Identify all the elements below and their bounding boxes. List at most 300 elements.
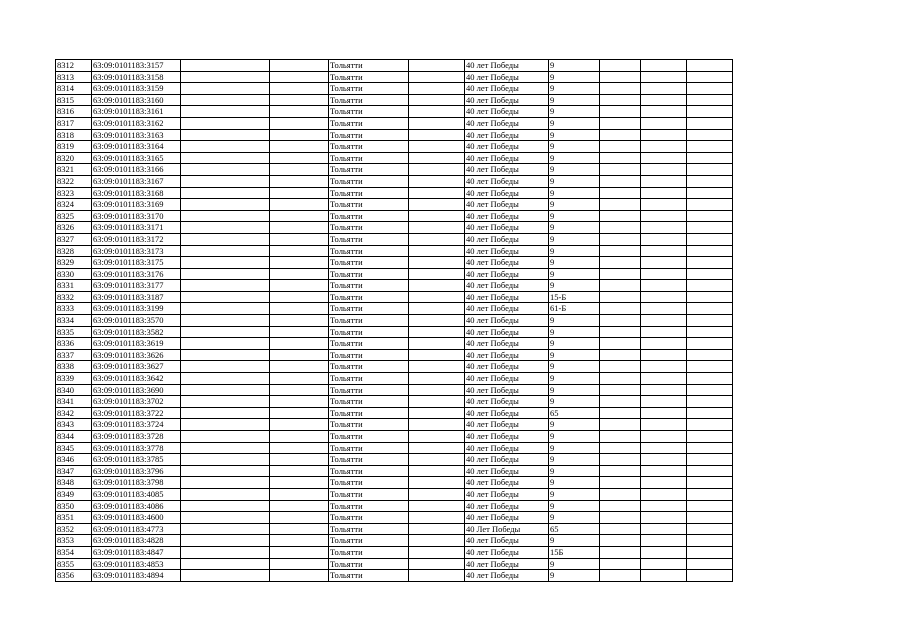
empty-cell	[641, 245, 687, 257]
empty-cell	[181, 315, 270, 327]
city-cell: Тольятти	[329, 164, 409, 176]
street-cell: 40 лет Победы	[465, 338, 549, 350]
empty-cell	[181, 141, 270, 153]
empty-cell	[181, 187, 270, 199]
cadastral-number-cell: 63:09:0101183:4773	[92, 523, 181, 535]
table-row	[56, 129, 733, 141]
row-number-cell: 8348	[56, 477, 92, 489]
empty-cell	[687, 303, 733, 315]
street-cell: 40 лет Победы	[465, 431, 549, 443]
empty-cell	[641, 94, 687, 106]
empty-cell	[600, 117, 641, 129]
house-number-cell: 9	[549, 361, 600, 373]
empty-cell	[600, 338, 641, 350]
city-cell: Тольятти	[329, 488, 409, 500]
row-number-cell: 8330	[56, 268, 92, 280]
empty-cell	[600, 303, 641, 315]
empty-cell	[600, 245, 641, 257]
city-cell: Тольятти	[329, 384, 409, 396]
cadastral-number-cell: 63:09:0101183:3702	[92, 396, 181, 408]
house-number-cell: 9	[549, 94, 600, 106]
cadastral-number-cell: 63:09:0101183:4894	[92, 570, 181, 582]
empty-cell	[270, 570, 329, 582]
empty-cell	[600, 477, 641, 489]
empty-cell	[687, 106, 733, 118]
empty-cell	[181, 257, 270, 269]
cadastral-number-cell: 63:09:0101183:4085	[92, 488, 181, 500]
house-number-cell: 9	[549, 71, 600, 83]
cadastral-number-cell: 63:09:0101183:4600	[92, 512, 181, 524]
empty-cell	[181, 419, 270, 431]
empty-cell	[409, 152, 465, 164]
house-number-cell: 15Б	[549, 546, 600, 558]
row-number-cell: 8337	[56, 349, 92, 361]
empty-cell	[687, 152, 733, 164]
cadastral-number-cell: 63:09:0101183:3724	[92, 419, 181, 431]
empty-cell	[687, 175, 733, 187]
row-number-cell: 8342	[56, 407, 92, 419]
empty-cell	[687, 117, 733, 129]
street-cell: 40 лет Победы	[465, 570, 549, 582]
table-row	[56, 512, 733, 524]
empty-cell	[641, 431, 687, 443]
empty-cell	[600, 129, 641, 141]
table-row	[56, 94, 733, 106]
street-cell: 40 лет Победы	[465, 384, 549, 396]
empty-cell	[687, 164, 733, 176]
empty-cell	[409, 477, 465, 489]
empty-cell	[600, 535, 641, 547]
empty-cell	[270, 141, 329, 153]
table-row	[56, 71, 733, 83]
row-number-cell: 8318	[56, 129, 92, 141]
house-number-cell: 9	[549, 396, 600, 408]
city-cell: Тольятти	[329, 233, 409, 245]
empty-cell	[181, 407, 270, 419]
empty-cell	[600, 199, 641, 211]
empty-cell	[181, 175, 270, 187]
house-number-cell: 9	[549, 315, 600, 327]
table-row	[56, 117, 733, 129]
street-cell: 40 лет Победы	[465, 117, 549, 129]
empty-cell	[641, 60, 687, 72]
empty-cell	[270, 245, 329, 257]
city-cell: Тольятти	[329, 570, 409, 582]
street-cell: 40 лет Победы	[465, 106, 549, 118]
house-number-cell: 9	[549, 419, 600, 431]
empty-cell	[641, 141, 687, 153]
empty-cell	[600, 222, 641, 234]
table-row	[56, 60, 733, 72]
table-body	[56, 60, 733, 582]
empty-cell	[641, 187, 687, 199]
row-number-cell: 8328	[56, 245, 92, 257]
empty-cell	[641, 523, 687, 535]
cadastral-number-cell: 63:09:0101183:3175	[92, 257, 181, 269]
empty-cell	[641, 465, 687, 477]
empty-cell	[600, 512, 641, 524]
empty-cell	[270, 396, 329, 408]
empty-cell	[600, 454, 641, 466]
cadastral-number-cell: 63:09:0101183:3778	[92, 442, 181, 454]
cadastral-number-cell: 63:09:0101183:3157	[92, 60, 181, 72]
street-cell: 40 лет Победы	[465, 129, 549, 141]
cadastral-number-cell: 63:09:0101183:3171	[92, 222, 181, 234]
city-cell: Тольятти	[329, 222, 409, 234]
row-number-cell: 8332	[56, 291, 92, 303]
cadastral-number-cell: 63:09:0101183:3169	[92, 199, 181, 211]
table-row	[56, 477, 733, 489]
row-number-cell: 8341	[56, 396, 92, 408]
street-cell: 40 лет Победы	[465, 454, 549, 466]
empty-cell	[181, 303, 270, 315]
empty-cell	[270, 349, 329, 361]
empty-cell	[600, 257, 641, 269]
empty-cell	[270, 373, 329, 385]
empty-cell	[641, 291, 687, 303]
table-row	[56, 558, 733, 570]
empty-cell	[409, 338, 465, 350]
empty-cell	[687, 349, 733, 361]
house-number-cell: 9	[549, 233, 600, 245]
street-cell: 40 лет Победы	[465, 315, 549, 327]
street-cell: 40 лет Победы	[465, 222, 549, 234]
empty-cell	[600, 326, 641, 338]
empty-cell	[687, 384, 733, 396]
row-number-cell: 8314	[56, 83, 92, 95]
empty-cell	[270, 94, 329, 106]
table-row	[56, 222, 733, 234]
empty-cell	[270, 454, 329, 466]
empty-cell	[641, 175, 687, 187]
empty-cell	[409, 83, 465, 95]
city-cell: Тольятти	[329, 315, 409, 327]
house-number-cell: 9	[549, 129, 600, 141]
empty-cell	[641, 407, 687, 419]
empty-cell	[409, 175, 465, 187]
empty-cell	[687, 280, 733, 292]
empty-cell	[641, 546, 687, 558]
empty-cell	[687, 465, 733, 477]
empty-cell	[600, 141, 641, 153]
table-row	[56, 199, 733, 211]
street-cell: 40 лет Победы	[465, 164, 549, 176]
empty-cell	[641, 535, 687, 547]
empty-cell	[270, 546, 329, 558]
empty-cell	[270, 512, 329, 524]
empty-cell	[270, 407, 329, 419]
empty-cell	[641, 338, 687, 350]
street-cell: 40 лет Победы	[465, 512, 549, 524]
street-cell: 40 лет Победы	[465, 442, 549, 454]
house-number-cell: 9	[549, 488, 600, 500]
row-number-cell: 8347	[56, 465, 92, 477]
cadastral-number-cell: 63:09:0101183:3626	[92, 349, 181, 361]
street-cell: 40 лет Победы	[465, 141, 549, 153]
empty-cell	[270, 361, 329, 373]
empty-cell	[687, 546, 733, 558]
empty-cell	[181, 442, 270, 454]
table-row	[56, 454, 733, 466]
row-number-cell: 8317	[56, 117, 92, 129]
empty-cell	[687, 477, 733, 489]
empty-cell	[687, 442, 733, 454]
cadastral-number-cell: 63:09:0101183:4828	[92, 535, 181, 547]
cadastral-number-cell: 63:09:0101183:3187	[92, 291, 181, 303]
empty-cell	[409, 465, 465, 477]
cadastral-number-cell: 63:09:0101183:3798	[92, 477, 181, 489]
table-row	[56, 291, 733, 303]
empty-cell	[409, 268, 465, 280]
empty-cell	[409, 326, 465, 338]
empty-cell	[687, 315, 733, 327]
empty-cell	[181, 280, 270, 292]
row-number-cell: 8344	[56, 431, 92, 443]
empty-cell	[641, 106, 687, 118]
row-number-cell: 8315	[56, 94, 92, 106]
city-cell: Тольятти	[329, 373, 409, 385]
city-cell: Тольятти	[329, 245, 409, 257]
empty-cell	[600, 488, 641, 500]
house-number-cell: 9	[549, 570, 600, 582]
city-cell: Тольятти	[329, 280, 409, 292]
empty-cell	[641, 373, 687, 385]
empty-cell	[181, 268, 270, 280]
empty-cell	[687, 222, 733, 234]
street-cell: 40 лет Победы	[465, 83, 549, 95]
house-number-cell: 9	[549, 187, 600, 199]
empty-cell	[270, 233, 329, 245]
row-number-cell: 8338	[56, 361, 92, 373]
row-number-cell: 8343	[56, 419, 92, 431]
empty-cell	[600, 315, 641, 327]
empty-cell	[641, 384, 687, 396]
empty-cell	[600, 291, 641, 303]
city-cell: Тольятти	[329, 117, 409, 129]
empty-cell	[181, 199, 270, 211]
empty-cell	[270, 338, 329, 350]
table-row	[56, 187, 733, 199]
empty-cell	[181, 396, 270, 408]
table-row	[56, 373, 733, 385]
empty-cell	[641, 164, 687, 176]
row-number-cell: 8355	[56, 558, 92, 570]
empty-cell	[409, 558, 465, 570]
row-number-cell: 8319	[56, 141, 92, 153]
empty-cell	[687, 407, 733, 419]
empty-cell	[181, 291, 270, 303]
empty-cell	[409, 291, 465, 303]
empty-cell	[600, 396, 641, 408]
empty-cell	[270, 71, 329, 83]
street-cell: 40 лет Победы	[465, 233, 549, 245]
empty-cell	[687, 558, 733, 570]
empty-cell	[600, 210, 641, 222]
table-row	[56, 570, 733, 582]
empty-cell	[600, 71, 641, 83]
street-cell: 40 лет Победы	[465, 175, 549, 187]
empty-cell	[409, 280, 465, 292]
empty-cell	[687, 396, 733, 408]
empty-cell	[641, 349, 687, 361]
house-number-cell: 9	[549, 164, 600, 176]
empty-cell	[270, 384, 329, 396]
row-number-cell: 8322	[56, 175, 92, 187]
cadastral-number-cell: 63:09:0101183:3796	[92, 465, 181, 477]
empty-cell	[641, 268, 687, 280]
empty-cell	[409, 141, 465, 153]
empty-cell	[641, 361, 687, 373]
empty-cell	[270, 164, 329, 176]
row-number-cell: 8329	[56, 257, 92, 269]
house-number-cell: 9	[549, 349, 600, 361]
empty-cell	[409, 407, 465, 419]
empty-cell	[409, 523, 465, 535]
empty-cell	[181, 152, 270, 164]
empty-cell	[270, 431, 329, 443]
street-cell: 40 лет Победы	[465, 152, 549, 164]
empty-cell	[181, 488, 270, 500]
table-row	[56, 245, 733, 257]
empty-cell	[600, 373, 641, 385]
registry-table	[55, 59, 733, 582]
empty-cell	[409, 384, 465, 396]
empty-cell	[600, 442, 641, 454]
row-number-cell: 8351	[56, 512, 92, 524]
empty-cell	[687, 129, 733, 141]
house-number-cell: 15-Б	[549, 291, 600, 303]
table-row	[56, 523, 733, 535]
street-cell: 40 лет Победы	[465, 60, 549, 72]
house-number-cell: 9	[549, 442, 600, 454]
empty-cell	[270, 419, 329, 431]
cadastral-number-cell: 63:09:0101183:3164	[92, 141, 181, 153]
table-row	[56, 303, 733, 315]
empty-cell	[641, 303, 687, 315]
empty-cell	[270, 210, 329, 222]
row-number-cell: 8339	[56, 373, 92, 385]
table-row	[56, 488, 733, 500]
empty-cell	[409, 315, 465, 327]
city-cell: Тольятти	[329, 500, 409, 512]
empty-cell	[181, 361, 270, 373]
row-number-cell: 8323	[56, 187, 92, 199]
empty-cell	[687, 535, 733, 547]
city-cell: Тольятти	[329, 407, 409, 419]
empty-cell	[181, 546, 270, 558]
row-number-cell: 8327	[56, 233, 92, 245]
house-number-cell: 9	[549, 106, 600, 118]
table-row	[56, 280, 733, 292]
row-number-cell: 8354	[56, 546, 92, 558]
empty-cell	[600, 233, 641, 245]
row-number-cell: 8331	[56, 280, 92, 292]
house-number-cell: 9	[549, 257, 600, 269]
empty-cell	[600, 152, 641, 164]
empty-cell	[409, 512, 465, 524]
empty-cell	[181, 384, 270, 396]
row-number-cell: 8349	[56, 488, 92, 500]
empty-cell	[687, 570, 733, 582]
empty-cell	[409, 71, 465, 83]
cadastral-number-cell: 63:09:0101183:3160	[92, 94, 181, 106]
row-number-cell: 8345	[56, 442, 92, 454]
empty-cell	[641, 257, 687, 269]
street-cell: 40 Лет Победы	[465, 523, 549, 535]
row-number-cell: 8352	[56, 523, 92, 535]
street-cell: 40 лет Победы	[465, 210, 549, 222]
house-number-cell: 9	[549, 431, 600, 443]
table-row	[56, 164, 733, 176]
empty-cell	[270, 477, 329, 489]
empty-cell	[270, 199, 329, 211]
city-cell: Тольятти	[329, 477, 409, 489]
city-cell: Тольятти	[329, 465, 409, 477]
empty-cell	[641, 326, 687, 338]
city-cell: Тольятти	[329, 303, 409, 315]
empty-cell	[409, 187, 465, 199]
city-cell: Тольятти	[329, 199, 409, 211]
empty-cell	[600, 500, 641, 512]
row-number-cell: 8334	[56, 315, 92, 327]
empty-cell	[270, 315, 329, 327]
street-cell: 40 лет Победы	[465, 257, 549, 269]
empty-cell	[687, 419, 733, 431]
empty-cell	[409, 257, 465, 269]
table-row	[56, 419, 733, 431]
house-number-cell: 9	[549, 175, 600, 187]
cadastral-number-cell: 63:09:0101183:3173	[92, 245, 181, 257]
house-number-cell: 9	[549, 373, 600, 385]
empty-cell	[409, 488, 465, 500]
empty-cell	[270, 257, 329, 269]
house-number-cell: 9	[549, 141, 600, 153]
table-row	[56, 431, 733, 443]
city-cell: Тольятти	[329, 129, 409, 141]
house-number-cell: 9	[549, 454, 600, 466]
house-number-cell: 9	[549, 222, 600, 234]
cadastral-number-cell: 63:09:0101183:4847	[92, 546, 181, 558]
empty-cell	[641, 71, 687, 83]
city-cell: Тольятти	[329, 257, 409, 269]
empty-cell	[181, 83, 270, 95]
street-cell: 40 лет Победы	[465, 396, 549, 408]
table-row	[56, 465, 733, 477]
empty-cell	[181, 523, 270, 535]
empty-cell	[181, 512, 270, 524]
cadastral-number-cell: 63:09:0101183:4086	[92, 500, 181, 512]
city-cell: Тольятти	[329, 71, 409, 83]
city-cell: Тольятти	[329, 175, 409, 187]
street-cell: 40 лет Победы	[465, 535, 549, 547]
house-number-cell: 9	[549, 210, 600, 222]
row-number-cell: 8325	[56, 210, 92, 222]
empty-cell	[687, 141, 733, 153]
street-cell: 40 лет Победы	[465, 407, 549, 419]
empty-cell	[409, 546, 465, 558]
cadastral-number-cell: 63:09:0101183:3163	[92, 129, 181, 141]
empty-cell	[409, 442, 465, 454]
house-number-cell: 9	[549, 83, 600, 95]
empty-cell	[270, 442, 329, 454]
empty-cell	[641, 558, 687, 570]
empty-cell	[687, 431, 733, 443]
empty-cell	[409, 199, 465, 211]
city-cell: Тольятти	[329, 419, 409, 431]
house-number-cell: 9	[549, 326, 600, 338]
table-row	[56, 257, 733, 269]
house-number-cell: 9	[549, 535, 600, 547]
